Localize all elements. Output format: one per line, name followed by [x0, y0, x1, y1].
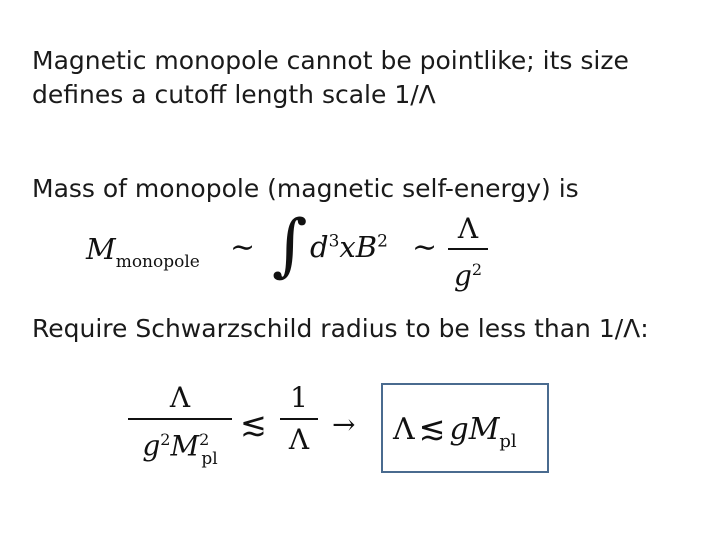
- mass-term: $M_{monopole}$: [86, 232, 200, 272]
- result-box: [381, 383, 549, 473]
- fraction-numerator: Λ: [169, 381, 191, 414]
- fraction-bar: [280, 418, 318, 420]
- fraction-bar: [128, 418, 232, 420]
- fraction-bar: [448, 248, 488, 250]
- lesssim-symbol: ≲: [240, 405, 267, 443]
- fraction-lambda-over-g2: [448, 212, 488, 294]
- paragraph-line: Magnetic monopole cannot be pointlike; its size: [32, 46, 629, 75]
- sim-symbol: ∼: [412, 230, 438, 265]
- fraction-lambda-over-g2mpl2: [128, 380, 232, 468]
- paragraph-monopole-size: [32, 44, 629, 112]
- sim-symbol: ∼: [230, 230, 256, 265]
- fraction-denominator: Λ: [288, 422, 310, 456]
- paragraph-monopole-mass: Mass of monopole (magnetic self-energy) is: [32, 174, 579, 203]
- result-inequality: Λ ≲ $gM_{pl}$: [393, 409, 517, 452]
- integrand: $d^3xB^2$: [310, 230, 388, 264]
- arrow-right-icon: →: [332, 408, 356, 441]
- fraction-one-over-lambda: [280, 380, 318, 458]
- fraction-numerator: Λ: [457, 212, 479, 245]
- paragraph-line: defines a cutoff length scale 1/Λ: [32, 80, 436, 109]
- integral-symbol: ∫: [272, 206, 308, 285]
- fraction-denominator: $g^2$: [453, 258, 483, 292]
- equation-schwarzschild-bound: [128, 378, 568, 488]
- paragraph-schwarzschild: Require Schwarzschild radius to be less than 1/Λ:: [32, 314, 649, 343]
- equation-monopole-mass: [86, 206, 496, 302]
- fraction-numerator: 1: [290, 381, 308, 414]
- fraction-denominator: $g^2M^2_{pl}$: [142, 428, 218, 469]
